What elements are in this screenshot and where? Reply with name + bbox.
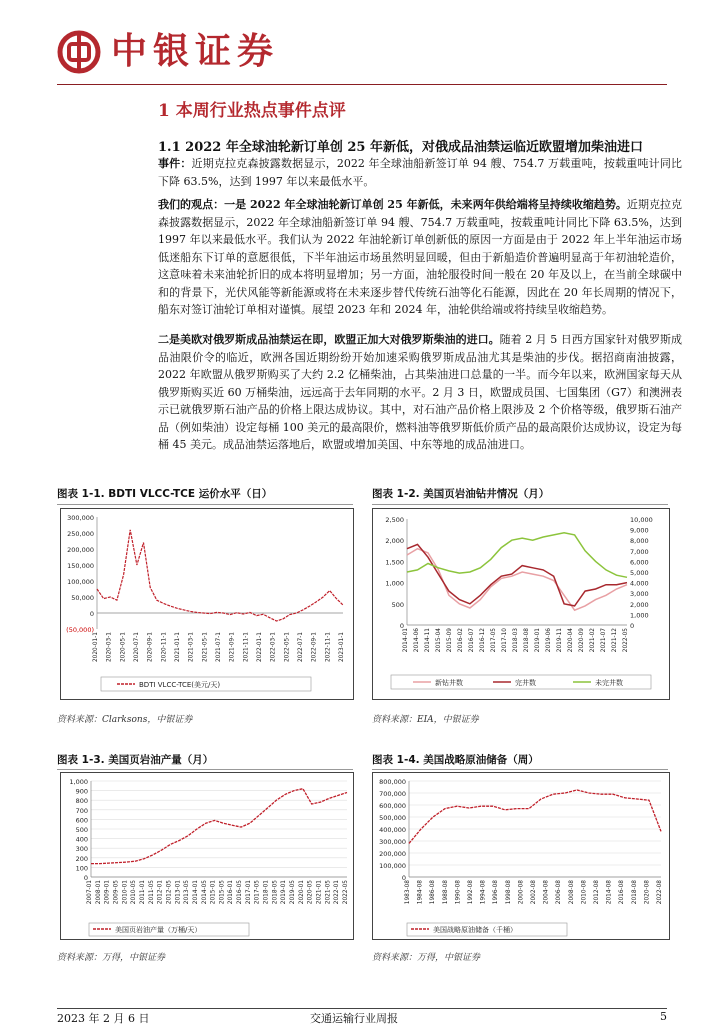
series-line	[97, 530, 343, 621]
legend-label: BDTI VLCC-TCE(美元/天)	[139, 681, 221, 689]
legend-label: 未完井数	[595, 679, 623, 687]
chart-3	[61, 773, 353, 939]
view2-label: 二是美欧对俄罗斯成品油禁运在即，欧盟正加大对俄罗斯柴油的进口。	[158, 333, 500, 346]
footer-title: 交通运输行业周报	[310, 1012, 398, 1025]
x-tick-label: 2016-07	[469, 628, 475, 653]
x-tick-label: 2014-06	[414, 628, 420, 653]
x-tick-label: 2009-05	[113, 880, 120, 905]
view2-paragraph	[158, 331, 682, 454]
x-tick-label: 2013-01	[175, 880, 182, 905]
x-tick-label: 2016-05	[237, 880, 244, 905]
y-tick-label: 0	[83, 874, 88, 882]
x-tick-label: 2021-01	[316, 880, 323, 905]
section-title: 1 本周行业热点事件点评	[158, 101, 346, 121]
view2-text: 随着 2 月 5 日西方国家针对俄罗斯成品油限价令的临近，欧洲各国近期纷纷开始加速采购俄罗斯成品油尤其是柴油的步伐。据招商南油披露，2022 年欧盟从俄罗斯购买了大约 2.2 亿桶柴油，占其柴油进口总量的一半。而今年以来，欧洲国家每天从俄罗斯购买近 60 万桶柴油，远远高于去年同期的水平。2 月 3 日，欧盟成员国、七国集团（G7）和澳洲表示已就俄罗斯石油产品的价格上限达成协议。其中，对石油产品价格上限涉及 2 个价格等级，俄罗斯石油产品（例如柴油）设定每桶 100 美元的最高限价，燃料油等俄罗斯低价质产品的最高限价达成协议，设定为每桶 45 美元。成品油禁运落地后，欧盟或增加美国、中东等地的成品油进口。	[158, 333, 682, 451]
x-tick-label: 2004-08	[543, 880, 550, 905]
y-tick-label: 250,000	[67, 530, 94, 538]
chart-1	[61, 509, 353, 699]
x-tick-label: 2020-07-1	[134, 632, 140, 663]
footer-rule	[57, 1008, 667, 1009]
x-tick-label: 2012-05	[166, 880, 173, 905]
event-paragraph	[158, 155, 682, 190]
figure-2-title: 图表 1-2. 美国页岩油钻井情况（月）	[372, 488, 550, 500]
figure-1-title: 图表 1-1. BDTI VLCC-TCE 运价水平（日）	[57, 488, 273, 500]
x-tick-label: 2021-11-1	[243, 632, 250, 663]
x-tick-label: 2022-07-1	[298, 632, 304, 663]
legend-label: 完井数	[515, 679, 536, 687]
x-tick-label: 2008-01	[95, 880, 102, 905]
figure-4-source: 资料来源：万得，中银证券	[372, 953, 481, 963]
chart-4-frame	[372, 772, 670, 940]
y-tick-label: 100,000	[67, 578, 94, 586]
view1-paragraph	[158, 196, 682, 319]
y-tick-label: 0	[89, 610, 94, 618]
x-tick-label: 2020-11-1	[161, 632, 168, 663]
y-tick-label: 200	[75, 854, 88, 863]
y-tick-label: 1,000	[385, 579, 404, 588]
y-tick-label: 2,500	[385, 516, 404, 524]
x-tick-label: 2021-07-1	[216, 632, 222, 663]
y-tick-label: 150,000	[67, 562, 94, 570]
chart-4	[373, 773, 669, 939]
legend-label: 美国页岩油产量（万桶/天）	[115, 926, 202, 934]
y-tick-label: 700	[75, 806, 88, 815]
x-tick-label: 2018-01	[263, 880, 270, 905]
legend-label: 新钻井数	[435, 679, 463, 687]
x-tick-label: 2020-08	[644, 880, 651, 905]
y-tick-label: 0	[401, 874, 406, 882]
y-tick-label: 300	[75, 845, 88, 854]
y2-tick-label: 6,000	[630, 558, 649, 567]
x-tick-label: 2011-05	[148, 880, 155, 905]
event-label: 事件：	[158, 157, 192, 170]
chart-3-frame	[60, 772, 354, 940]
figure-2-rule	[372, 504, 668, 505]
x-tick-label: 2018-08	[631, 880, 638, 905]
x-tick-label: 2017-05	[491, 628, 497, 653]
y-tick-label: 600	[75, 816, 88, 825]
x-tick-label: 2021-05-1	[202, 632, 209, 663]
figure-1-source: 资料来源：Clarksons，中银证券	[57, 715, 193, 725]
page-number: 5	[660, 1010, 667, 1023]
y2-tick-label: 8,000	[630, 537, 649, 546]
x-tick-label: 2020-05-1	[120, 632, 127, 663]
brand-logo	[57, 30, 279, 74]
series-line	[407, 549, 627, 611]
y-tick-label: 100,000	[379, 862, 406, 870]
x-tick-label: 1986-08	[430, 880, 437, 905]
x-tick-label: 2022-01-1	[257, 632, 263, 663]
x-tick-label: 2019-06	[546, 628, 552, 653]
x-tick-label: 2008-08	[568, 880, 575, 905]
y2-tick-label: 4,000	[630, 579, 649, 588]
x-tick-label: 2022-05	[623, 628, 629, 653]
y2-tick-label: 3,000	[630, 590, 649, 599]
x-tick-label: 2010-01	[122, 880, 129, 905]
x-tick-label: 2020-03-1	[106, 632, 113, 663]
y2-tick-label: 7,000	[630, 547, 649, 556]
figure-3-title: 图表 1-3. 美国页岩油产量（月）	[57, 754, 214, 766]
x-tick-label: 2021-07	[601, 628, 607, 653]
x-tick-label: 2022-05-1	[284, 632, 291, 663]
y-tick-label: 200,000	[379, 850, 406, 858]
x-tick-label: 2018-08	[524, 628, 530, 653]
y-tick-label: 0	[399, 622, 404, 630]
x-tick-label: 2015-05	[219, 880, 226, 905]
y-tick-label: 400,000	[379, 826, 406, 834]
x-tick-label: 2020-01	[298, 880, 305, 905]
x-tick-label: 2020-05	[307, 880, 314, 905]
y-tick-label: 500	[75, 826, 88, 834]
x-tick-label: 2016-12	[480, 628, 486, 653]
y-tick-label: 1,500	[385, 558, 404, 567]
x-tick-label: 2023-01-1	[339, 632, 345, 663]
x-tick-label: 2022-11-1	[325, 632, 332, 663]
figure-3-rule	[57, 769, 353, 770]
y-tick-label: 800,000	[379, 778, 406, 786]
x-tick-label: 2020-04	[568, 628, 574, 653]
x-tick-label: 2015-09	[447, 628, 453, 653]
x-tick-label: 2021-12	[612, 628, 618, 653]
x-tick-label: 2022-01	[334, 880, 341, 905]
view1-label: 我们的观点：一是 2022 年全球油轮新订单创 25 年新低，未来两年供给端将呈持续收缩趋势。	[158, 198, 627, 211]
x-tick-label: 2009-01	[104, 880, 111, 905]
x-tick-label: 2020-09-1	[147, 632, 154, 663]
y2-tick-label: 10,000	[630, 516, 653, 524]
x-tick-label: 2019-05	[290, 880, 297, 905]
x-tick-label: 2018-05	[272, 880, 279, 905]
figure-4-rule	[372, 769, 668, 770]
y-tick-label: 50,000	[71, 594, 94, 602]
x-tick-label: 2021-03-1	[188, 632, 195, 663]
event-text: 近期克拉克森披露数据显示，2022 年全球油船新签订单 94 艘、754.7 万载重吨，按载重吨计同比下降 63.5%，达到 1997 年以来最低水平。	[158, 157, 683, 188]
x-tick-label: 2021-09-1	[229, 632, 236, 663]
y-tick-label: 300,000	[379, 838, 406, 846]
y2-tick-label: 2,000	[630, 600, 649, 609]
x-tick-label: 2007-01	[87, 880, 93, 905]
x-tick-label: 1988-08	[442, 880, 449, 905]
x-tick-label: 2010-08	[581, 880, 588, 905]
x-tick-label: 2022-03-1	[270, 632, 277, 663]
x-tick-label: 2020-09	[579, 628, 585, 653]
x-tick-label: 1996-08	[493, 880, 500, 905]
figure-2-source: 资料来源：EIA，中银证券	[372, 715, 479, 725]
y-tick-label: 500,000	[379, 814, 406, 822]
x-tick-label: 2019-01	[281, 880, 288, 905]
y2-tick-label: 1,000	[630, 611, 649, 620]
y-tick-label: 300,000	[67, 514, 94, 522]
x-tick-label: 1983-08	[405, 880, 411, 905]
x-tick-label: 2015-04	[436, 628, 442, 653]
x-tick-label: 2000-08	[518, 880, 525, 905]
brand-name: 中银证券	[111, 31, 280, 72]
x-tick-label: 1994-08	[480, 880, 487, 905]
x-tick-label: 1990-08	[455, 880, 462, 905]
figure-4-title: 图表 1-4. 美国战略原油储备（周）	[372, 754, 539, 766]
chart-2	[373, 509, 669, 699]
x-tick-label: 2015-01	[210, 880, 217, 905]
boc-logo-icon	[57, 30, 101, 74]
legend-label: 美国战略原油储备（千桶）	[433, 926, 517, 934]
x-tick-label: 2010-05	[131, 880, 138, 905]
y-tick-label: 200,000	[67, 546, 94, 554]
x-tick-label: 2022-05	[343, 880, 349, 905]
x-tick-label: 2021-01-1	[175, 632, 181, 663]
x-tick-label: 2016-08	[619, 880, 626, 905]
chart-1-frame	[60, 508, 354, 700]
y2-tick-label: 9,000	[630, 526, 649, 535]
x-tick-label: 2014-01	[403, 628, 409, 653]
subsection-title: 1.1 2022 年全球油轮新订单创 25 年新低，对俄成品油禁运临近欧盟增加柴油进口	[158, 140, 643, 155]
y-tick-label: 900	[75, 787, 88, 796]
figure-3-source: 资料来源：万得，中银证券	[57, 953, 166, 963]
x-tick-label: 2016-02	[458, 628, 464, 653]
x-tick-label: 2012-08	[594, 880, 600, 905]
y-tick-label: (50,000)	[66, 626, 94, 634]
y-tick-label: 2,000	[385, 537, 404, 546]
header-rule	[57, 84, 667, 85]
y-tick-label: 500	[391, 600, 404, 609]
x-tick-label: 2016-01	[228, 880, 235, 905]
footer-date: 2023 年 2 月 6 日	[57, 1012, 150, 1025]
y2-tick-label: 5,000	[630, 569, 649, 577]
x-tick-label: 2002-08	[531, 880, 537, 905]
x-tick-label: 2012-01	[157, 880, 164, 905]
y-tick-label: 600,000	[379, 802, 406, 810]
x-tick-label: 2017-05	[254, 880, 261, 905]
x-tick-label: 2013-05	[184, 880, 191, 905]
x-tick-label: 2017-10	[502, 628, 508, 653]
x-tick-label: 1992-08	[468, 880, 474, 905]
x-tick-label: 2014-08	[606, 880, 613, 905]
x-tick-label: 2019-01	[535, 628, 541, 653]
view1-text: 近期克拉克森披露数据显示，2022 年全球油船新签订单 94 艘、754.7 万载重吨，按载重吨计同比下降 63.5%，达到 1997 年以来最低水平。我们认为 2022 年油轮新订单创新低的原因一方面是由于 2022 年上半年油运市场低迷船东下订单的意愿很低，下半年油运市场虽然明显回暖，但由于新船造价普遍明显高于年初油轮造价，这意味着未来油轮折旧的成本将明显增加；另一方面，油轮服役时间一般在 20 年及以上，在当前全球碳中和的背景下，光伏风能等新能源或将在未来逐步替代传统石油等化石能源，因此在 20 年长周期的情况下，船东对签订油轮订单相对谨慎。展望 2023 年和 2024 年，油轮供给端或将持续呈收缩趋势。	[158, 198, 682, 316]
x-tick-label: 2022-08	[657, 880, 663, 905]
x-tick-label: 2014-05	[201, 880, 208, 905]
chart-2-frame	[372, 508, 670, 700]
x-tick-label: 2018-03	[513, 628, 519, 653]
x-tick-label: 2021-02	[590, 628, 596, 653]
figure-1-rule	[57, 504, 353, 505]
y-tick-label: 700,000	[379, 790, 406, 798]
x-tick-label: 2019-11	[557, 628, 563, 653]
y-tick-label: 800	[75, 797, 88, 806]
y-tick-label: 100	[75, 864, 88, 873]
x-tick-label: 2020-01-1	[93, 632, 99, 663]
x-tick-label: 2014-11	[425, 628, 431, 653]
y-tick-label: 400	[75, 835, 88, 844]
x-tick-label: 1998-08	[505, 880, 512, 905]
y-tick-label: 1,000	[69, 778, 88, 786]
x-tick-label: 2011-01	[139, 880, 146, 905]
x-tick-label: 2022-09-1	[311, 632, 318, 663]
x-tick-label: 2006-08	[556, 880, 563, 905]
x-tick-label: 2021-05	[325, 880, 332, 905]
x-tick-label: 1984-08	[417, 880, 424, 905]
x-tick-label: 2017-01	[245, 880, 252, 905]
y2-tick-label: 0	[630, 622, 635, 630]
x-tick-label: 2014-01	[192, 880, 199, 905]
